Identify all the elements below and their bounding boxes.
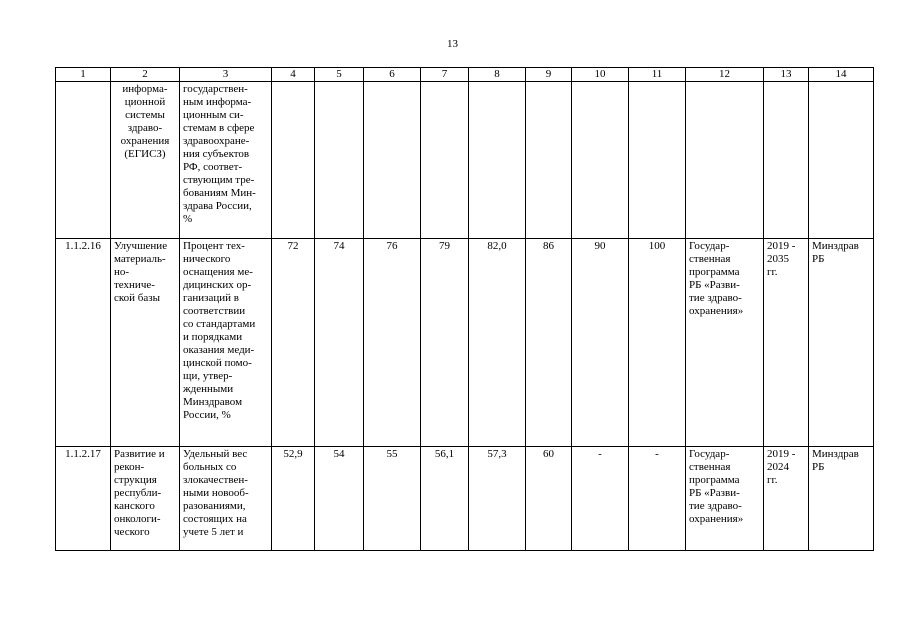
column-header: 9	[526, 68, 572, 82]
indicator-value: 60	[526, 447, 572, 551]
row-code: 1.1.2.17	[56, 447, 111, 551]
program-name: Государ- ственная программа РБ «Разви- тие здраво- охранения»	[686, 447, 764, 551]
table-cell	[526, 82, 572, 239]
indicator-value: 86	[526, 239, 572, 447]
activity-name: Улучшение материаль- но- техниче- ской базы	[111, 239, 180, 447]
table-cell	[572, 82, 629, 239]
column-header: 12	[686, 68, 764, 82]
indicator-value: 76	[364, 239, 421, 447]
period: 2019 - 2035 гг.	[764, 239, 809, 447]
row-code: 1.1.2.16	[56, 239, 111, 447]
indicator-name: Процент тех- нического оснащения ме- дицинских ор- ганизаций в соответствии со стандартами и порядками оказания меди- цинской помо- щи, утвер- жденными Минздравом России, %	[180, 239, 272, 447]
indicator-value: -	[629, 447, 686, 551]
table-cell	[364, 82, 421, 239]
indicator-value: 57,3	[469, 447, 526, 551]
column-header: 7	[421, 68, 469, 82]
responsible: Минздрав РБ	[809, 239, 874, 447]
indicator-value: 100	[629, 239, 686, 447]
table-row	[56, 447, 874, 551]
period: 2019 - 2024 гг.	[764, 447, 809, 551]
table-cell	[629, 82, 686, 239]
column-header: 1	[56, 68, 111, 82]
indicator-value: 56,1	[421, 447, 469, 551]
column-header: 3	[180, 68, 272, 82]
table-cell	[686, 82, 764, 239]
column-header: 11	[629, 68, 686, 82]
indicator-name: Удельный вес больных со злокачествен- ными новооб- разованиями, состоящих на учете 5 лет и	[180, 447, 272, 551]
table-cell: информа- ционной системы здраво- охранения (ЕГИСЗ)	[111, 82, 180, 239]
column-header: 2	[111, 68, 180, 82]
column-header: 6	[364, 68, 421, 82]
indicator-value: 72	[272, 239, 315, 447]
column-header: 13	[764, 68, 809, 82]
page-number: 13	[447, 38, 458, 50]
column-header: 8	[469, 68, 526, 82]
table-cell	[421, 82, 469, 239]
indicators-table	[55, 67, 874, 551]
indicator-value: 79	[421, 239, 469, 447]
indicator-value: 82,0	[469, 239, 526, 447]
indicator-value: 74	[315, 239, 364, 447]
indicator-value: 90	[572, 239, 629, 447]
table-cell	[764, 82, 809, 239]
column-number-row	[56, 68, 874, 82]
table-cell	[56, 82, 111, 239]
table-cell	[809, 82, 874, 239]
table-cell	[469, 82, 526, 239]
indicator-value: 52,9	[272, 447, 315, 551]
table-cell	[272, 82, 315, 239]
activity-name: Развитие и рекон- струкция республи- канского онкологи- ческого	[111, 447, 180, 551]
responsible: Минздрав РБ	[809, 447, 874, 551]
table-cell	[315, 82, 364, 239]
indicator-value: 54	[315, 447, 364, 551]
table-row	[56, 239, 874, 447]
indicator-value: -	[572, 447, 629, 551]
table-cell: государствен- ным информа- ционным си- стемам в сфере здравоохране- ния субъектов РФ, соответ- ствующим тре- бованиям Мин- здрава России, %	[180, 82, 272, 239]
program-name: Государ- ственная программа РБ «Разви- тие здраво- охранения»	[686, 239, 764, 447]
column-header: 4	[272, 68, 315, 82]
column-header: 5	[315, 68, 364, 82]
table-row	[56, 82, 874, 239]
column-header: 14	[809, 68, 874, 82]
column-header: 10	[572, 68, 629, 82]
indicator-value: 55	[364, 447, 421, 551]
